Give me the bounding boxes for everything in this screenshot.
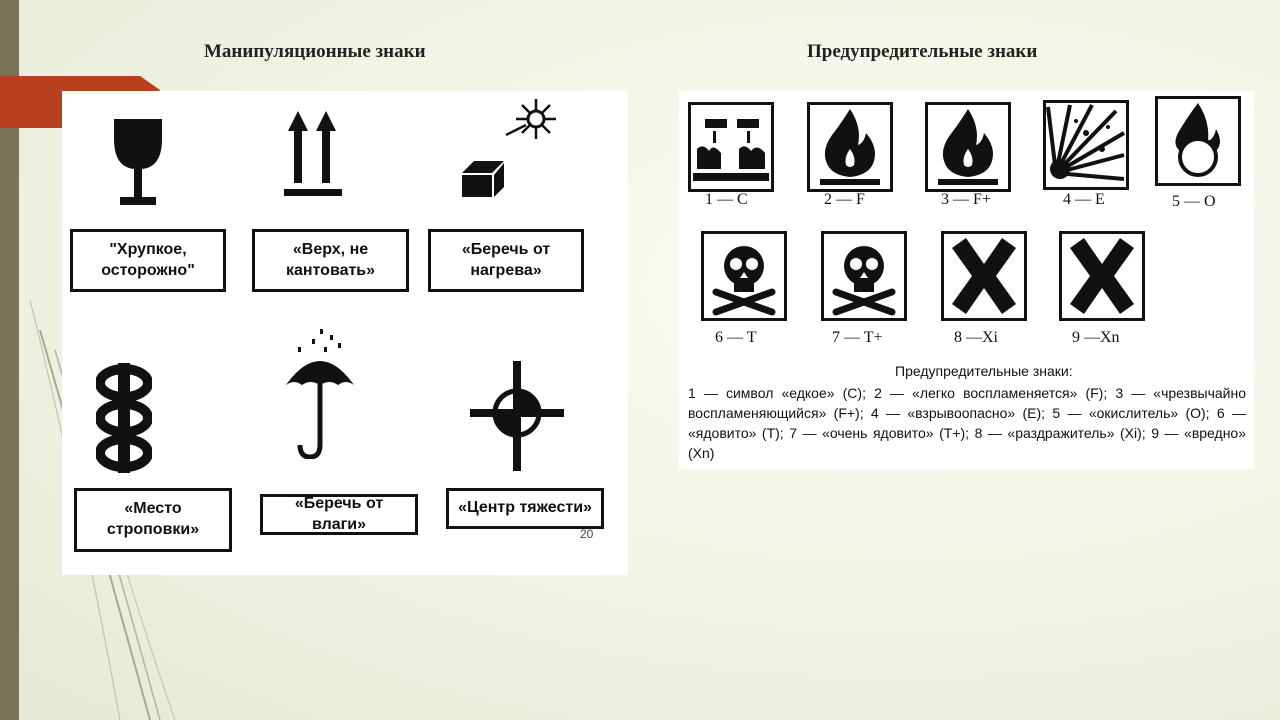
flame-icon xyxy=(810,105,890,189)
explosion-icon xyxy=(1046,103,1126,187)
flame-icon xyxy=(928,105,1008,189)
hazard-caption: 9 —Xn xyxy=(1072,329,1120,346)
legend-title: Предупредительные знаки: xyxy=(895,363,1073,379)
hazard-caption: 4 — E xyxy=(1063,191,1105,208)
hazard-sign-corrosive xyxy=(688,102,774,192)
hazard-caption: 8 —Xi xyxy=(954,329,998,346)
hazard-sign-explosive xyxy=(1043,100,1129,190)
center-of-gravity-icon xyxy=(470,361,564,471)
page-number: 20 xyxy=(580,527,594,541)
up-arrows-icon xyxy=(284,111,344,197)
hazard-caption: 1 — C xyxy=(705,191,748,208)
skull-icon xyxy=(824,234,904,318)
label-center-of-gravity: «Центр тяжести» xyxy=(446,488,604,529)
cross-icon xyxy=(944,234,1024,318)
hazard-sign-harmful xyxy=(1059,231,1145,321)
hazard-caption: 2 — F xyxy=(824,191,865,208)
sun-box-icon xyxy=(456,95,556,199)
wineglass-icon xyxy=(112,117,164,207)
warning-signs-heading: Предупредительные знаки xyxy=(807,41,1038,62)
hazard-sign-flammable xyxy=(807,102,893,192)
hazard-caption: 7 — T+ xyxy=(832,329,883,346)
warning-signs-image xyxy=(679,91,1254,469)
hazard-caption: 3 — F+ xyxy=(941,191,991,208)
hazard-caption: 6 — T xyxy=(715,329,757,346)
hazard-sign-very-toxic xyxy=(821,231,907,321)
hazard-sign-toxic xyxy=(701,231,787,321)
handling-signs-image xyxy=(62,91,628,575)
chain-icon xyxy=(96,363,152,473)
handling-signs-heading: Манипуляционные знаки xyxy=(204,41,426,62)
hazard-caption: 5 — O xyxy=(1172,193,1216,210)
label-sling-here: «Место строповки» xyxy=(74,488,232,552)
hazard-sign-oxidizer xyxy=(1155,96,1241,186)
hazard-sign-extremely-flammable xyxy=(925,102,1011,192)
hazard-sign-irritant xyxy=(941,231,1027,321)
cross-icon xyxy=(1062,234,1142,318)
flame-over-circle-icon xyxy=(1158,99,1238,183)
label-fragile: "Хрупкое, осторожно" xyxy=(70,229,226,292)
skull-icon xyxy=(704,234,784,318)
label-this-side-up: «Верх, не кантовать» xyxy=(252,229,409,292)
legend-text: 1 — символ «едкое» (С); 2 — «легко воспламеняется» (F); 3 — «чрезвычайно воспламеняющийся» (F+); 4 — «взрывоопасно» (Е); 5 — «окислитель» (О); 6 — «ядовито» (Т); 7 — «очень ядовито» (Т+); 8 — «раздражитель» (Xi); 9 — «вредно» (Хn) xyxy=(688,385,1246,461)
label-keep-from-heat: «Беречь от нагрева» xyxy=(428,229,584,292)
label-keep-dry: «Беречь от влаги» xyxy=(260,494,418,535)
corrosive-icon xyxy=(691,105,771,189)
umbrella-icon xyxy=(284,327,356,459)
